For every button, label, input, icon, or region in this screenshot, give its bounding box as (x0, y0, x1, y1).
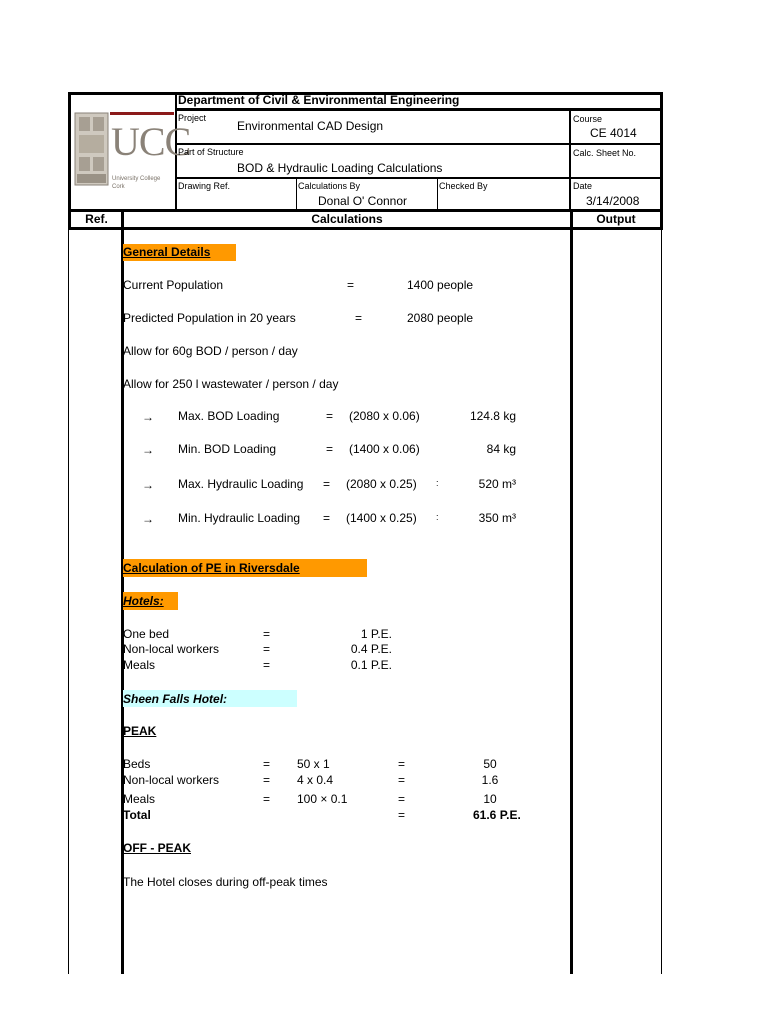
factor-eq: = (263, 627, 271, 641)
peak-label: Non-local workers (123, 773, 220, 787)
offpeak-text: The Hotel closes during off-peak times (123, 875, 328, 889)
total-value: 61.6 P.E. (473, 808, 521, 822)
factor-eq: = (263, 658, 271, 672)
peak-eq2: = (398, 792, 406, 806)
col-ref-heading: Ref. (85, 212, 108, 226)
arrow-icon: → (142, 478, 154, 492)
pred-pop-eq: = (355, 311, 363, 325)
loading-expr: (2080 x 0.25) (346, 477, 417, 491)
checked-by-label: Checked By (439, 181, 488, 191)
current-pop-value: 1400 people (407, 278, 474, 292)
loading-eq: = (323, 511, 331, 525)
logo-text: UCC (111, 119, 191, 164)
loading-label: Min. BOD Loading (178, 442, 277, 456)
offpeak-heading: OFF - PEAK (123, 841, 191, 855)
body-right-border (661, 227, 662, 974)
col-calc-heading: Calculations (311, 212, 383, 226)
arrow-icon: → (142, 512, 154, 526)
hline-1 (175, 108, 662, 111)
loading-value: 350 m³ (478, 511, 516, 525)
peak-value: 50 (483, 757, 497, 771)
factor-label: Meals (123, 658, 156, 672)
factor-value: 0.4 P.E. (350, 642, 392, 656)
peak-eq: = (263, 757, 271, 771)
factor-label: Non-local workers (123, 642, 220, 656)
calc-by-value: Donal O' Connor (318, 194, 408, 208)
logo-subtext: University College Cork (112, 176, 161, 190)
peak-value: 1.6 (481, 773, 499, 787)
course-divider (569, 109, 571, 210)
peak-eq2: = (398, 773, 406, 787)
date-label: Date (573, 181, 593, 191)
drawing-ref-label: Drawing Ref. (178, 181, 231, 191)
factor-label: One bed (123, 627, 170, 641)
pred-pop-label: Predicted Population in 20 years (123, 311, 296, 325)
loading-value: 84 kg (486, 442, 516, 456)
current-pop-label: Current Population (123, 278, 224, 292)
vline-calcby (296, 177, 297, 210)
loading-expr: (1400 x 0.06) (349, 442, 420, 456)
loading-value: 520 m³ (478, 477, 516, 491)
allow-bod-text: Allow for 60g BOD / person / day (123, 344, 298, 358)
total-label: Total (123, 808, 151, 822)
peak-label: Meals (123, 792, 156, 806)
loading-eq: = (326, 442, 334, 456)
date-value: 3/14/2008 (586, 194, 640, 208)
arrow-icon: → (142, 443, 154, 457)
body-left-border (68, 227, 69, 974)
hline-3 (175, 177, 662, 179)
ucc-logo (74, 112, 191, 194)
total-eq: = (398, 808, 406, 822)
project-label: Project (178, 113, 207, 123)
peak-eq: = (263, 792, 271, 806)
loading-label: Min. Hydraulic Loading (178, 511, 301, 525)
peak-expr: 100 × 0.1 (297, 792, 348, 806)
peak-label: Beds (123, 757, 151, 771)
loading-expr: (2080 x 0.06) (349, 409, 420, 423)
factor-value: 0.1 P.E. (350, 658, 392, 672)
loading-colon: : (436, 478, 439, 488)
loading-colon: : (436, 512, 439, 522)
peak-expr: 4 x 0.4 (297, 773, 334, 787)
general-heading: General Details (123, 245, 211, 259)
hline-5 (68, 227, 663, 230)
col-output-heading: Output (596, 212, 636, 226)
loading-expr: (1400 x 0.25) (346, 511, 417, 525)
loading-value: 124.8 kg (469, 409, 516, 423)
peak-eq2: = (398, 757, 406, 771)
peak-expr: 50 x 1 (297, 757, 330, 771)
course-label: Course (573, 114, 603, 124)
loading-eq: = (326, 409, 334, 423)
part-label: Part of Structure (178, 147, 244, 157)
hotel-name: Sheen Falls Hotel: (123, 692, 228, 706)
peak-heading: PEAK (123, 724, 157, 738)
loading-label: Max. BOD Loading (178, 409, 280, 423)
part-value: BOD & Hydraulic Loading Calculations (237, 161, 443, 175)
loading-label: Max. Hydraulic Loading (178, 477, 304, 491)
factor-value: 1 P.E. (360, 627, 392, 641)
current-pop-eq: = (347, 278, 355, 292)
peak-eq: = (263, 773, 271, 787)
hline-2 (175, 143, 662, 145)
allow-ww-text: Allow for 250 l wastewater / person / day (123, 377, 339, 391)
pred-pop-value: 2080 people (407, 311, 474, 325)
loading-eq: = (323, 477, 331, 491)
arrow-icon: → (142, 410, 154, 424)
vline-checked (437, 177, 438, 210)
output-column-divider (570, 209, 573, 974)
calc-sheet-label: Calc. Sheet No. (573, 148, 637, 158)
calc-by-label: Calculations By (298, 181, 361, 191)
hotels-heading: Hotels: (123, 594, 164, 608)
project-value: Environmental CAD Design (237, 119, 384, 133)
peak-value: 10 (483, 792, 497, 806)
course-value: CE 4014 (590, 126, 637, 140)
department-title: Department of Civil & Environmental Engineering (178, 93, 460, 107)
pe-heading: Calculation of PE in Riversdale (123, 561, 300, 575)
factor-eq: = (263, 642, 271, 656)
